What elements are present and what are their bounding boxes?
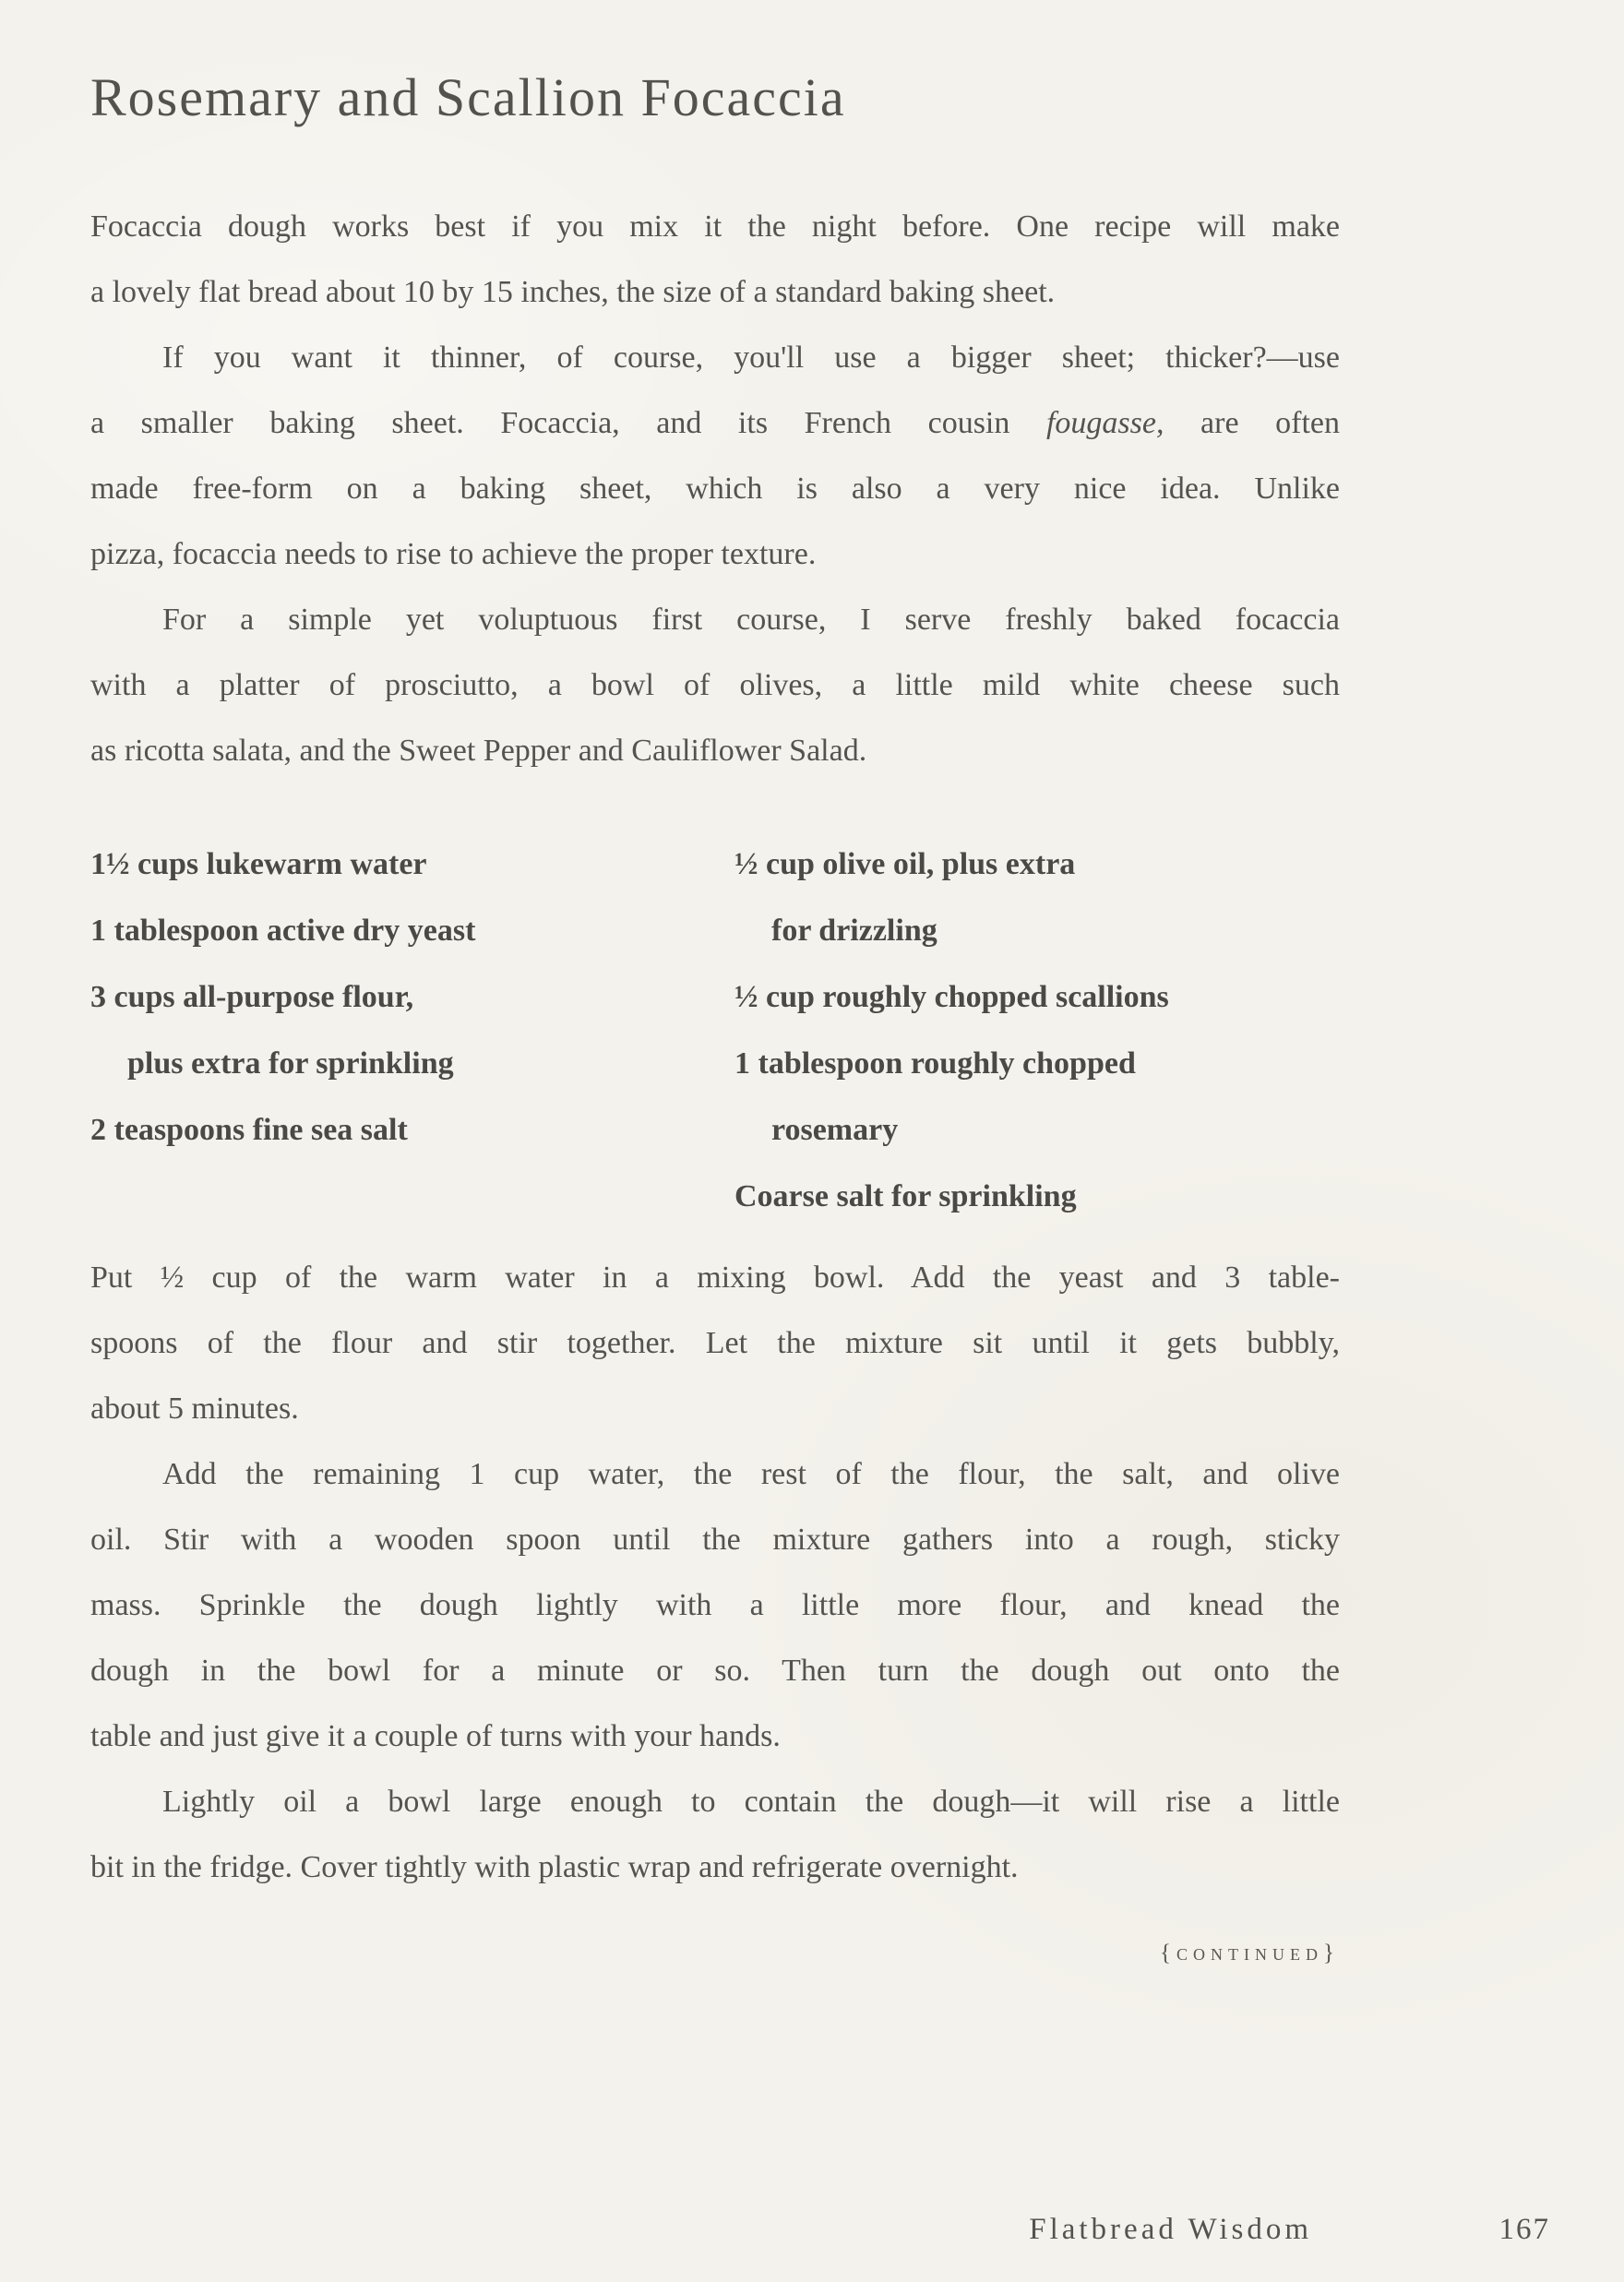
ingredient-item bbox=[90, 831, 734, 898]
text-line: bit in the fridge. Cover tightly with plastic wrap and refrigerate overnight. bbox=[90, 1849, 1019, 1884]
text-line: about 5 minutes. bbox=[90, 1391, 299, 1426]
text-line: table and just give it a couple of turns with your hands. bbox=[90, 1718, 781, 1753]
text-line: made free-form on a baking sheet, which is also a very nice idea. Unlike bbox=[90, 471, 1340, 506]
ingredients-column-left bbox=[90, 831, 734, 1164]
text-line: If you want it thinner, of course, you'll use a bigger sheet; thicker?—use bbox=[162, 340, 1340, 375]
ingredient-line: 3 cups all-purpose flour, bbox=[90, 979, 414, 1014]
ingredients-section bbox=[90, 831, 1340, 1230]
text-line: with a platter of prosciutto, a bowl of olives, a little mild white cheese such bbox=[90, 667, 1340, 702]
text-line: Focaccia dough works best if you mix it the night before. One recipe will make bbox=[90, 209, 1340, 244]
ingredient-item bbox=[734, 831, 1340, 964]
paragraph bbox=[90, 1441, 1340, 1769]
ingredient-line: plus extra for sprinkling bbox=[127, 1045, 454, 1081]
ingredient-line: ½ cup olive oil, plus extra bbox=[734, 846, 1076, 881]
ingredient-line: 2 teaspoons fine sea salt bbox=[90, 1112, 408, 1147]
instructions-section bbox=[90, 1245, 1340, 1900]
paragraph bbox=[90, 325, 1340, 587]
ingredients-column-right bbox=[734, 831, 1340, 1230]
page-number: 167 bbox=[1499, 2213, 1550, 2246]
text-line: Add the remaining 1 cup water, the rest of the flour, the salt, and olive bbox=[162, 1456, 1340, 1491]
ingredient-line: 1 tablespoon active dry yeast bbox=[90, 913, 476, 948]
text-line: spoons of the flour and stir together. Let the mixture sit until it gets bubbly, bbox=[90, 1325, 1340, 1360]
book-page bbox=[90, 0, 1340, 1966]
ingredient-line: ½ cup roughly chopped scallions bbox=[734, 979, 1169, 1014]
ingredient-item bbox=[90, 1097, 734, 1164]
ingredient-item bbox=[734, 964, 1340, 1031]
running-footer-title: Flatbread Wisdom bbox=[1029, 2213, 1312, 2246]
ingredient-item bbox=[734, 1031, 1340, 1164]
paragraph bbox=[90, 1769, 1340, 1900]
ingredient-line: rosemary bbox=[771, 1112, 899, 1147]
ingredient-line: 1½ cups lukewarm water bbox=[90, 846, 427, 881]
continued-note: {continued} bbox=[1160, 1940, 1340, 1965]
text-line: Lightly oil a bowl large enough to contain the dough—it will rise a little bbox=[162, 1784, 1340, 1819]
text-line: oil. Stir with a wooden spoon until the mixture gathers into a rough, sticky bbox=[90, 1522, 1340, 1557]
text-line: a lovely flat bread about 10 by 15 inches, the size of a standard baking sheet. bbox=[90, 274, 1056, 309]
text-line: For a simple yet voluptuous first course, I serve freshly baked focaccia bbox=[162, 602, 1340, 637]
ingredient-line: for drizzling bbox=[771, 913, 937, 948]
ingredient-line: 1 tablespoon roughly chopped bbox=[734, 1045, 1136, 1081]
text-line: pizza, focaccia needs to rise to achieve the proper texture. bbox=[90, 536, 817, 571]
paragraph bbox=[90, 1245, 1340, 1441]
ingredient-item bbox=[734, 1164, 1340, 1230]
paragraph bbox=[90, 194, 1340, 325]
text-line: mass. Sprinkle the dough lightly with a little more flour, and knead the bbox=[90, 1587, 1340, 1622]
ingredient-line: Coarse salt for sprinkling bbox=[734, 1178, 1077, 1213]
text-line: dough in the bowl for a minute or so. Then turn the dough out onto the bbox=[90, 1653, 1340, 1688]
italic-term: fougasse, bbox=[1045, 405, 1164, 440]
paragraph bbox=[90, 587, 1340, 783]
text-line: a smaller baking sheet. Focaccia, and its French cousin fougasse, are often bbox=[90, 405, 1340, 440]
intro-section bbox=[90, 194, 1340, 783]
ingredient-item bbox=[90, 964, 734, 1097]
ingredient-item bbox=[90, 898, 734, 964]
text-line: as ricotta salata, and the Sweet Pepper and Cauliflower Salad. bbox=[90, 733, 867, 768]
text-line: Put ½ cup of the warm water in a mixing bowl. Add the yeast and 3 table- bbox=[90, 1260, 1340, 1295]
page-title: Rosemary and Scallion Focaccia bbox=[90, 67, 846, 127]
